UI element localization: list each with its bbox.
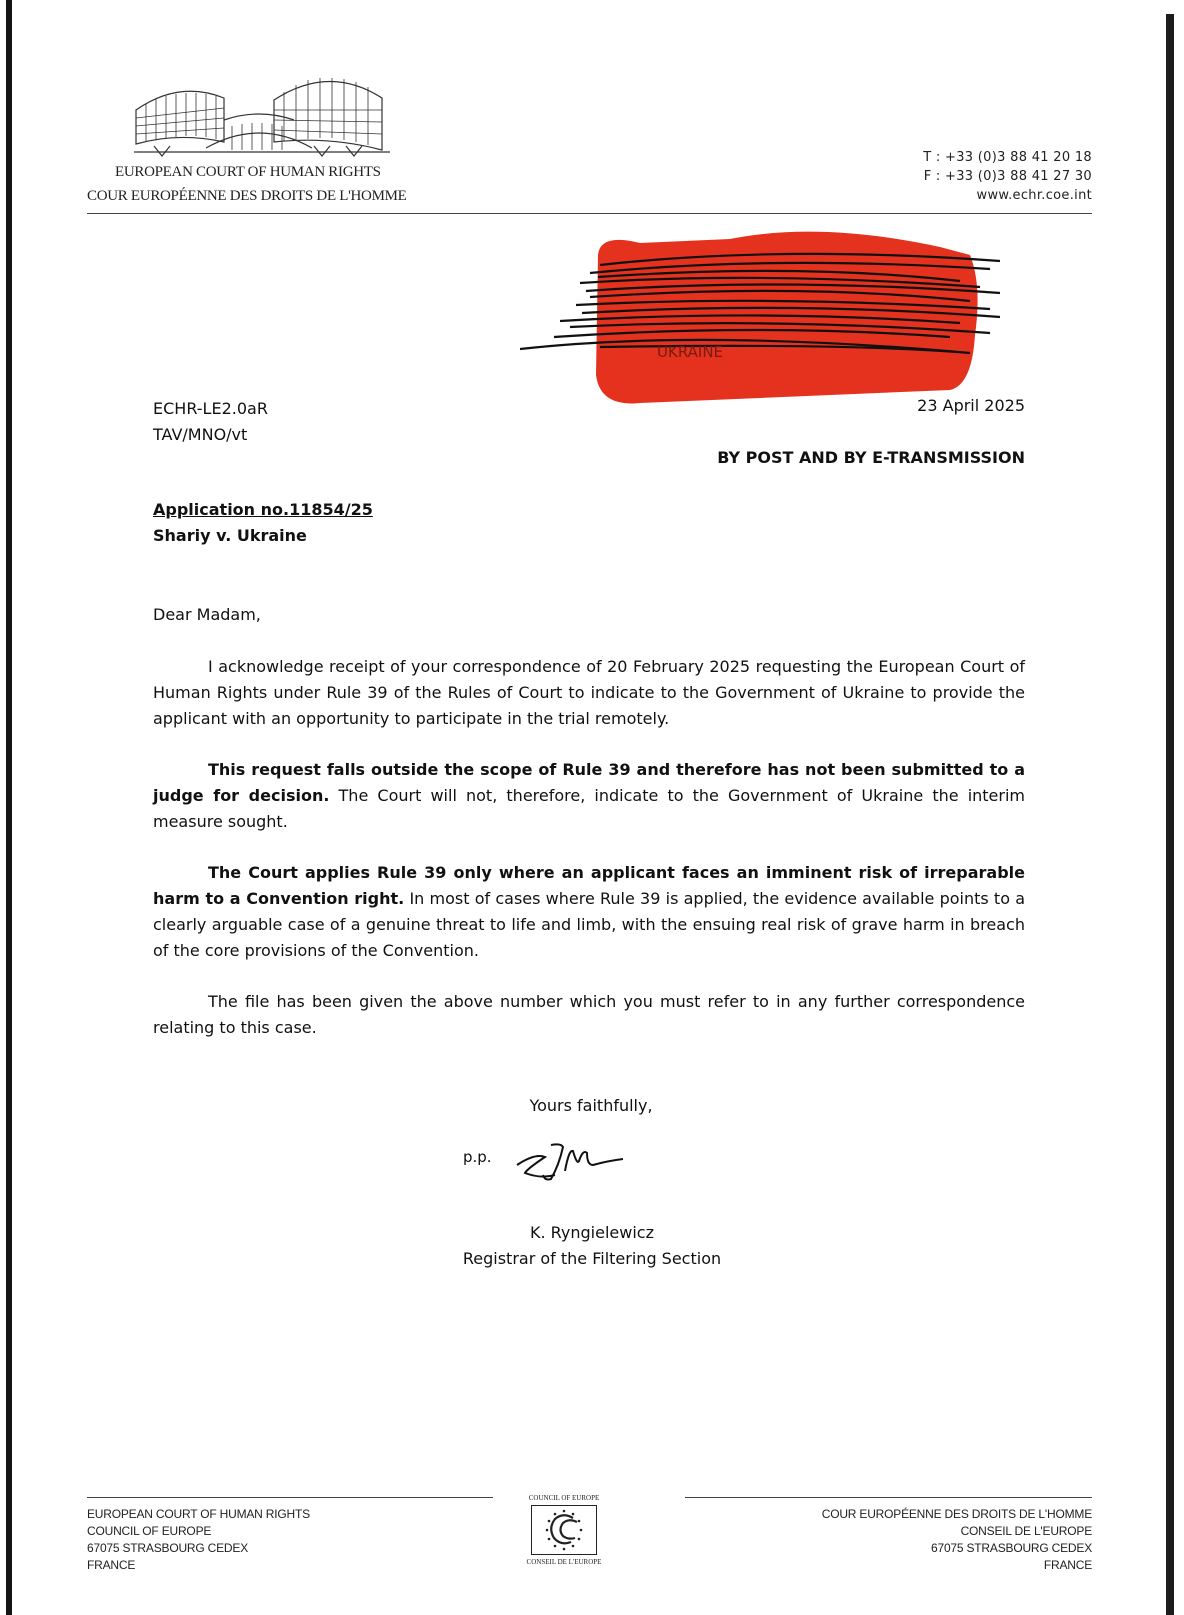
reference-initials: TAV/MNO/vt xyxy=(153,425,248,444)
paragraph-3-text: In most of cases where Rule 39 is applied, the evidence available points to a clearly arguable case of a genuine threat to life and limb, with the ensuing real risk of grave harm in breach of the core provisions of the Convention. xyxy=(153,889,1025,960)
council-of-europe-emblem xyxy=(526,1494,602,1578)
contact-block xyxy=(923,148,1092,205)
court-name-en: EUROPEAN COURT OF HUMAN RIGHTS xyxy=(115,164,381,180)
court-name-fr: COUR EUROPÉENNE DES DROITS DE L'HOMME xyxy=(87,188,407,204)
header-divider xyxy=(87,213,1092,214)
footer-divider-right xyxy=(685,1497,1092,1498)
scan-edge-left xyxy=(6,0,12,1615)
recipient-country: UKRAINE xyxy=(657,343,724,361)
coe-stars-icon xyxy=(533,1506,596,1553)
reference-block xyxy=(153,396,268,448)
valediction: Yours faithfully, xyxy=(529,1096,653,1115)
footer-line: FRANCE xyxy=(1043,1558,1092,1572)
footer-divider-left xyxy=(87,1497,493,1498)
footer-address-en xyxy=(87,1506,310,1574)
footer-line: 67075 STRASBOURG CEDEX xyxy=(87,1541,248,1555)
paragraph-2-emphasis: This request falls outside the scope of Rule 39 and therefore has not been submitted to a judge for decision. xyxy=(153,760,1025,805)
case-name: Shariy v. Ukraine xyxy=(153,526,307,545)
paragraph-4-text: The file has been given the above number which you must refer to in any further correspondence relating to this case. xyxy=(153,992,1025,1037)
phone-number: T : +33 (0)3 88 41 20 18 xyxy=(923,150,1092,165)
reference-code: ECHR-LE2.0aR xyxy=(153,399,268,418)
paragraph-3 xyxy=(153,860,1025,964)
paragraph-1 xyxy=(153,654,1025,732)
footer-line: COUNCIL OF EUROPE xyxy=(87,1524,212,1538)
footer-line: FRANCE xyxy=(87,1558,136,1572)
paragraph-3-emphasis: The Court applies Rule 39 only where an applicant faces an imminent risk of irreparable harm to a Convention right. xyxy=(153,863,1025,908)
signatory-name: K. Ryngielewicz xyxy=(530,1223,654,1242)
footer-line: 67075 STRASBOURG CEDEX xyxy=(931,1541,1092,1555)
salutation: Dear Madam, xyxy=(153,605,261,624)
scan-edge-right xyxy=(1166,14,1174,1615)
delivery-method: BY POST AND BY E-TRANSMISSION xyxy=(717,448,1025,467)
paragraph-4 xyxy=(153,989,1025,1041)
emblem-caption-fr: CONSEIL DE L'EUROPE xyxy=(526,1558,602,1566)
emblem-caption-en: COUNCIL OF EUROPE xyxy=(528,1494,600,1502)
paragraph-2 xyxy=(153,757,1025,835)
fax-number: F : +33 (0)3 88 41 27 30 xyxy=(923,169,1092,184)
emblem-frame xyxy=(531,1505,597,1555)
footer-address-fr xyxy=(822,1506,1092,1574)
per-procurationem: p.p. xyxy=(463,1148,492,1166)
footer-line: CONSEIL DE L'EUROPE xyxy=(960,1524,1092,1538)
letter-date: 23 April 2025 xyxy=(917,396,1025,415)
paragraph-2-text: The Court will not, therefore, indicate to the Government of Ukraine the interim measure sought. xyxy=(153,786,1026,831)
redacted-address xyxy=(520,225,1040,425)
footer-line: EUROPEAN COURT OF HUMAN RIGHTS xyxy=(87,1507,310,1521)
signatory-title: Registrar of the Filtering Section xyxy=(462,1249,722,1268)
handwritten-signature xyxy=(515,1135,625,1185)
application-number: Application no.11854/25 xyxy=(153,500,373,519)
court-building-logo xyxy=(134,70,394,160)
footer-line: COUR EUROPÉENNE DES DROITS DE L'HOMME xyxy=(821,1507,1092,1521)
website: www.echr.coe.int xyxy=(976,188,1092,203)
paragraph-1-text: I acknowledge receipt of your correspondence of 20 February 2025 requesting the European Court of Human Rights under Rule 39 of the Rules of Court to indicate to the Government of Ukraine to provide the applicant with an opportunity to participate in the trial remotely. xyxy=(153,657,1025,728)
